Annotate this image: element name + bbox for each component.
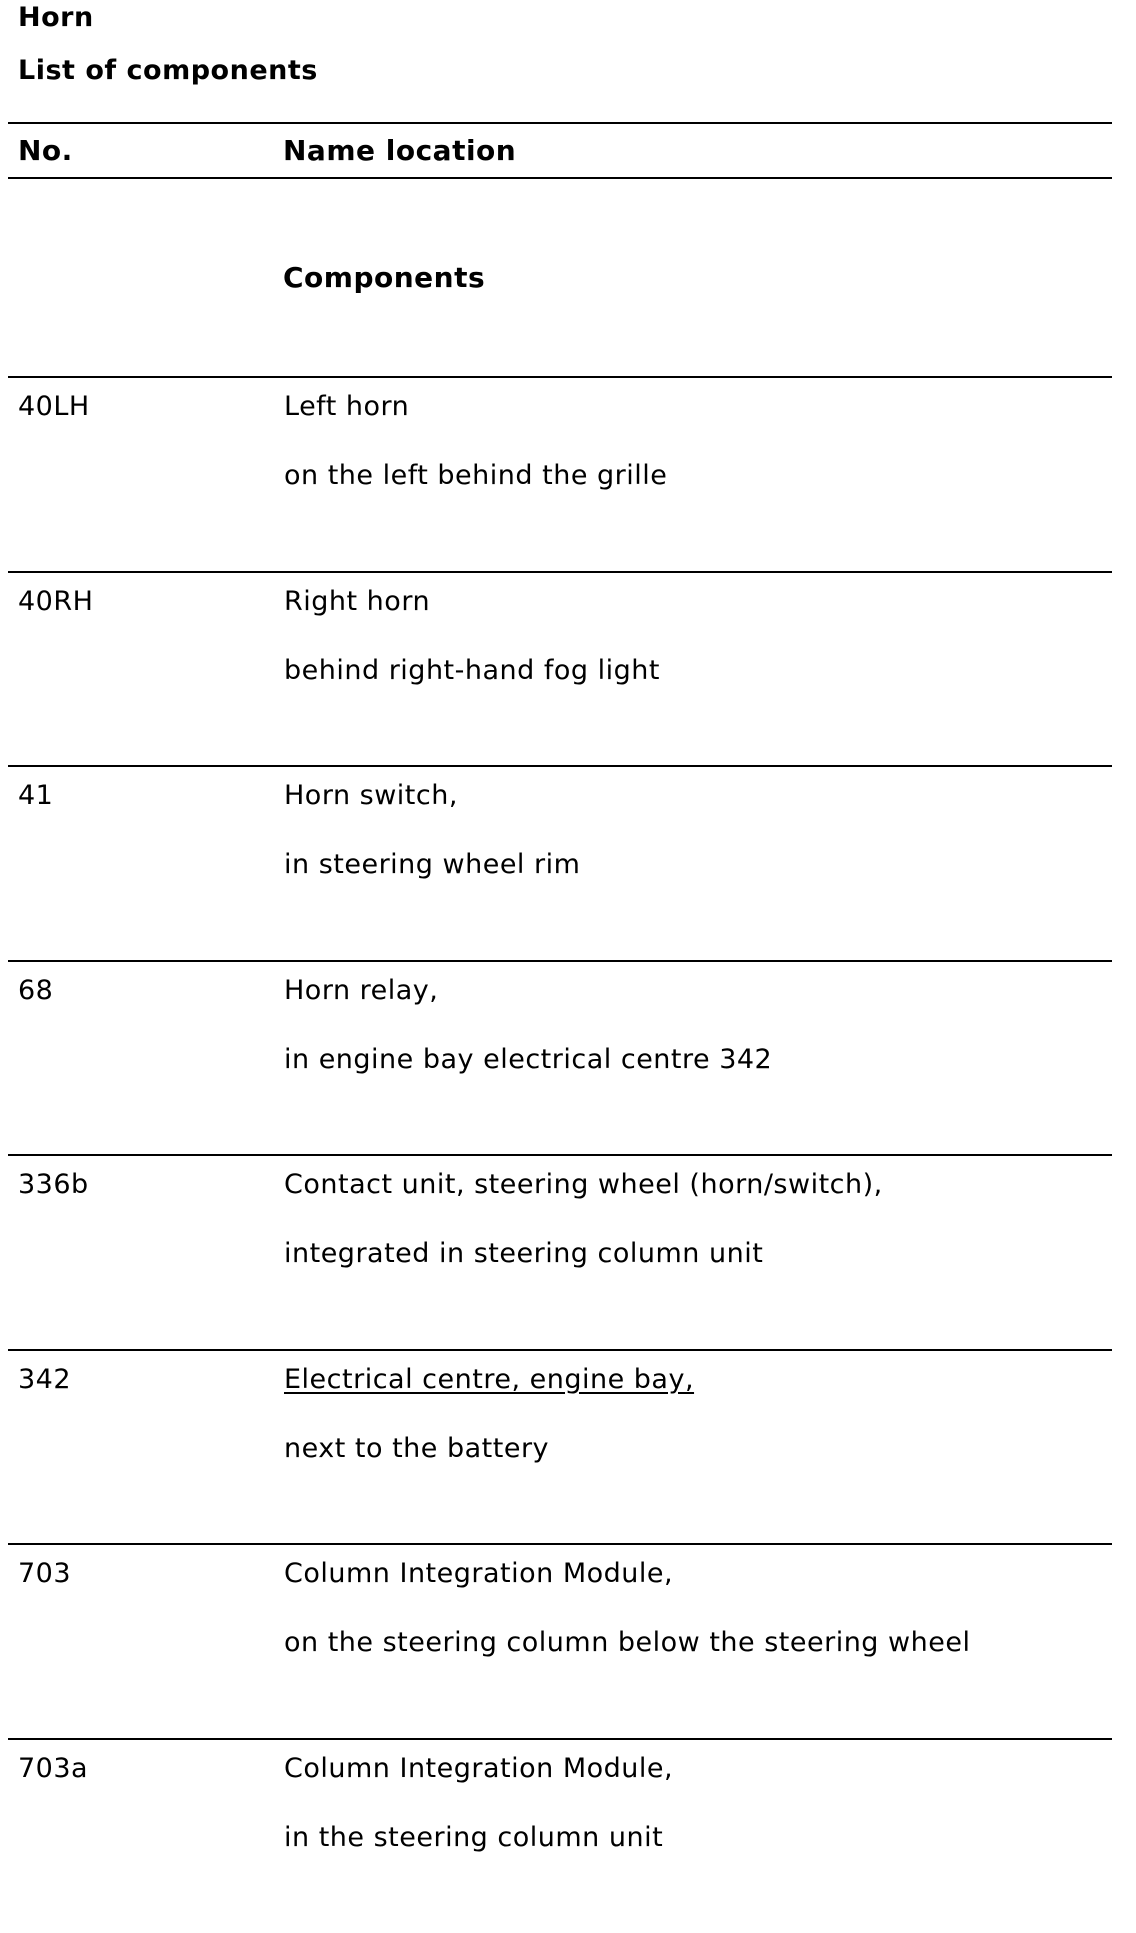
component-number: 336b — [18, 1169, 89, 1200]
row-divider — [8, 376, 1112, 378]
component-number: 703 — [18, 1558, 72, 1589]
component-number: 342 — [18, 1364, 72, 1395]
component-location: behind right-hand fog light — [284, 655, 660, 686]
component-location: on the steering column below the steering wheel — [284, 1627, 971, 1658]
table-row — [0, 571, 1136, 766]
table-row — [0, 960, 1136, 1155]
section-label-components: Components — [283, 261, 486, 294]
row-divider — [8, 1154, 1112, 1156]
component-number: 40LH — [18, 391, 90, 422]
component-name: Horn switch, — [284, 780, 458, 811]
component-name: Column Integration Module, — [284, 1558, 674, 1589]
component-name: Right horn — [284, 586, 431, 617]
table-row — [0, 1349, 1136, 1544]
document-title: Horn — [18, 2, 94, 33]
table-row — [0, 1543, 1136, 1738]
component-number: 40RH — [18, 586, 94, 617]
component-name: Contact unit, steering wheel (horn/switch), — [284, 1169, 883, 1200]
table-row — [0, 376, 1136, 571]
table-row — [0, 1154, 1136, 1349]
component-location: in steering wheel rim — [284, 849, 581, 880]
component-location: integrated in steering column unit — [284, 1238, 764, 1269]
component-name: Electrical centre, engine bay, — [284, 1364, 695, 1395]
component-name: Column Integration Module, — [284, 1753, 674, 1784]
row-divider — [8, 765, 1112, 767]
component-name: Left horn — [284, 391, 410, 422]
row-divider — [8, 1738, 1112, 1740]
table-header-rule — [8, 177, 1112, 179]
component-location: on the left behind the grille — [284, 460, 668, 491]
component-location: next to the battery — [284, 1433, 550, 1464]
component-location: in the steering column unit — [284, 1822, 664, 1853]
document-subtitle: List of components — [18, 55, 318, 86]
component-number: 41 — [18, 780, 54, 811]
column-header-name-location: Name location — [283, 134, 517, 167]
row-divider — [8, 1543, 1112, 1545]
component-number: 68 — [18, 975, 54, 1006]
table-row — [0, 765, 1136, 960]
row-divider — [8, 571, 1112, 573]
column-header-no: No. — [18, 134, 73, 167]
table-top-rule — [8, 122, 1112, 124]
table-row — [0, 1738, 1136, 1933]
component-number: 703a — [18, 1753, 89, 1784]
component-name: Horn relay, — [284, 975, 439, 1006]
row-divider — [8, 1349, 1112, 1351]
row-divider — [8, 960, 1112, 962]
component-location: in engine bay electrical centre 342 — [284, 1044, 773, 1075]
